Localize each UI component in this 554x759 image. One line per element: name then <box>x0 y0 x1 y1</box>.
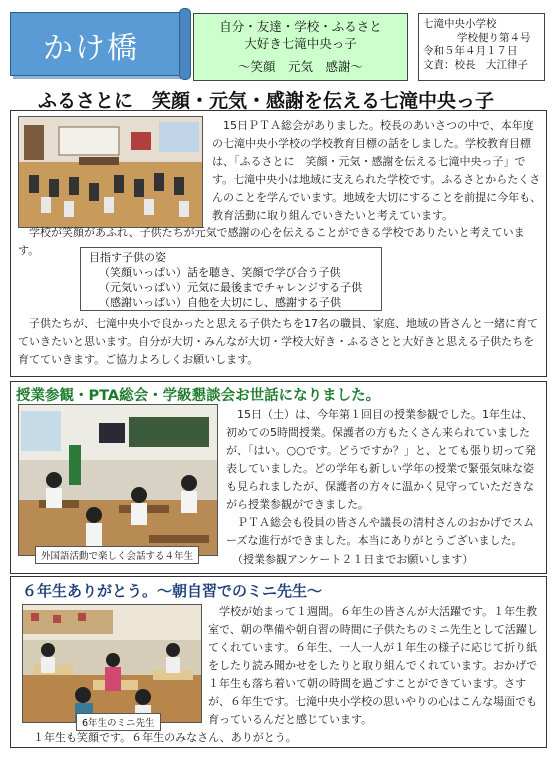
goal-item-smile: （笑顔いっぱい）話を聴き、笑顔で学び合う子供 <box>99 266 341 279</box>
section1-paragraph-2: 学校が笑顔があふれ、子供たちが元気で感謝の心を伝えることができる学校でありたいと考えています。 <box>18 226 525 257</box>
issue-author: 文責：校長 大江律子 <box>423 58 528 71</box>
section2-photo-caption: 外国語活動で楽しく会話する４年生 <box>35 546 199 564</box>
newsletter-title: かけ橋 <box>43 31 139 66</box>
motto-line-1: 自分・友達・学校・ふるさと <box>219 19 382 34</box>
goals-box <box>80 247 382 311</box>
goals-title: 目指す子供の姿 <box>89 251 166 264</box>
photo-foreign-language-class <box>18 404 218 556</box>
school-motto-box <box>193 13 408 81</box>
section2-paragraph-3: （授業参観アンケート２１日までお願いします） <box>232 553 474 566</box>
school-name: 七滝中央小学校 <box>423 18 497 30</box>
goal-item-energy: （元気いっぱい）元気に最後までチャレンジする子供 <box>99 281 363 294</box>
section3-paragraph-2: １年生も笑顔です。６年生のみなさん、ありがとう。 <box>22 731 297 744</box>
issue-date: 令和５年４月１７日 <box>423 45 518 57</box>
section2-paragraph-2: ＰＴＡ総会も役員の皆さんや議長の清村さんのおかげでスムーズな進行ができました。本当にありがとうございました。 <box>226 516 534 547</box>
photo-gymnasium-meeting <box>18 116 203 228</box>
motto-line-2: 大好き七滝中央っ子 <box>244 36 357 51</box>
section1-paragraph-3: 子供たちが、七滝中央小で良かったと思える子供たちを17名の職員、家庭、地域の皆さんと一緒に育てていきたいと思います。自分が大切・みんなが大切・学校大好き・ふるさとと大好きと思える子供たちを育てていきます。ご協力よろしくお願いします。 <box>18 317 538 366</box>
main-heading: ふるさとに 笑顔・元気・感謝を伝える七滝中央っ子 <box>38 90 495 112</box>
section3-heading: ６年生ありがとう。～朝自習でのミニ先生～ <box>22 582 323 600</box>
section3-photo-caption: 6年生のミニ先生 <box>76 713 161 731</box>
issue-info-box <box>418 13 545 81</box>
goal-item-gratitude: （感謝いっぱい）自他を大切にし、感謝する子供 <box>99 296 341 309</box>
section2-heading: 授業参観・PTA総会・学級懇談会お世話になりました。 <box>16 388 381 404</box>
section3-paragraph-1: 学校が始まって１週間。６年生の皆さんが大活躍です。１年生教室で、朝の準備や朝自習の時間に子供たちのミニ先生として活躍してくれています。６年生、一人一人が１年生の様子に応じて折り紙をしたり読み聞かせをしたりと取り組んでくれています。おかげで１年生も落ち着いて朝の時間を過ごすことができています。さすが、６年生です。七滝中央小学校の思いやりの心はこんな場面でも育っているんだと感じています。 <box>208 605 538 726</box>
photo-sixth-grade-mini-teachers <box>22 604 202 723</box>
section1-paragraph-1: 15日ＰＴＡ総会がありました。校長のあいさつの中で、本年度の七滝中央小学校の学校教育目標の話をしました。学校教育目標は、「ふるさとに 笑顔・元気・感謝を伝える七滝中央っ子」です。七滝中央小は地域に支えられた学校です。ふるさとからたくさんのことを学んでいます。地域を大切にすることを前提に今年も、教育活動に取り組んでいきたいと考えています。 <box>212 119 542 222</box>
issue-number: 学校便り第４号 <box>457 31 531 44</box>
motto-line-3: ～笑顔 元気 感謝～ <box>237 59 363 74</box>
section2-paragraph-1: 15日（土）は、今年第１回目の授業参観でした。1年生は、初めての5時間授業。保護者の方もたくさん来られていましたが、「はい。○○です。どうですか？」と、とても張り切って発表していました。どの学年も新しい学年の授業で緊張気味な姿も見られましたが、保護者の方々に温かく見守っていただきながら授業参観ができました。 <box>226 408 536 511</box>
newsletter-title-banner <box>10 12 185 76</box>
